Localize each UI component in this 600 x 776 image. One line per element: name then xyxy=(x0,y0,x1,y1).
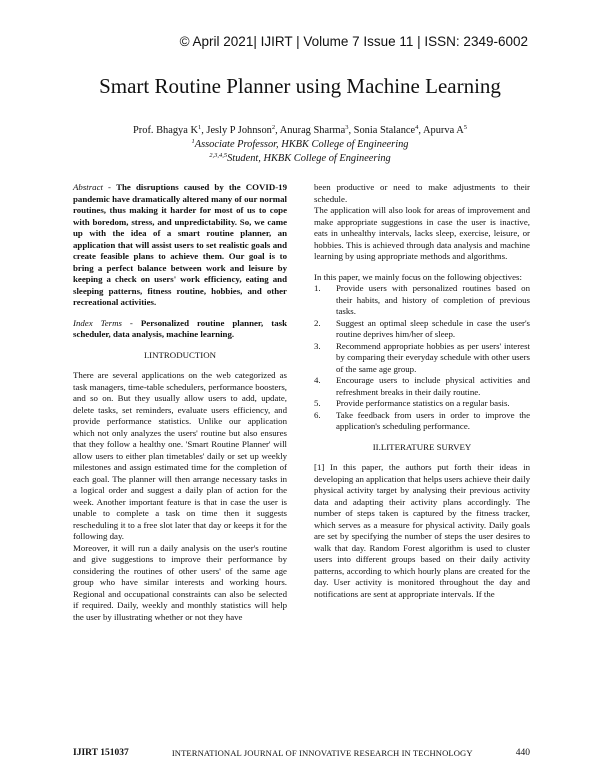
intro-paragraph-3: The application will also look for areas of improvement and make appropriate suggestions in case the user is inactive, eats in unhealthy intervals, lacks sleep, exercise, leisure, or hobbies. This is achieved through data analysis and machine learning by using appropriate methods and algorithms. xyxy=(314,205,530,261)
list-item: 1. Provide users with personalized routines based on their habits, and history of completion of previous tasks. xyxy=(314,283,530,316)
footer-journal-id: IJIRT 151037 xyxy=(73,748,129,758)
author-name: Anurag Sharma xyxy=(279,125,346,136)
intro-paragraph-4: In this paper, we mainly focus on the following objectives: xyxy=(314,271,522,282)
page-footer xyxy=(73,748,530,758)
author-name: Prof. Bhagya K xyxy=(133,125,198,136)
affiliation-2: $^{2,3,4,5}$Student, HKBK College of Engineering xyxy=(209,152,391,164)
list-item: 5. Provide performance statistics on a regular basis. xyxy=(314,398,510,408)
list-item: 2. Suggest an optimal sleep schedule in case the user's routine deprives him/her of sleep. xyxy=(314,317,530,339)
affiliation-1: $^1$Associate Professor, HKBK College of Engineering xyxy=(191,138,409,150)
journal-citation-header: © April 2021| IJIRT | Volume 7 Issue 11 | ISSN: 2349-6002 xyxy=(179,34,528,49)
author-affiliation-mark: 2 xyxy=(271,124,276,131)
intro-paragraph-2-continued: been productive or need to make adjustments to their schedule. xyxy=(314,182,530,204)
author-list: Prof. Bhagya $K^1$, Jesly P Johnson$^2$, Anurag Sharma$^3$, Sonia Stalance$^4$, Apurva $A^5$ xyxy=(133,124,467,136)
author-name: Jesly P Johnson xyxy=(206,125,272,136)
footer-journal-name: INTERNATIONAL JOURNAL OF INNOVATIVE RESEARCH IN TECHNOLOGY xyxy=(171,748,473,758)
index-terms: Index Terms - Personalized routine planner, task scheduler, data analysis, machine learning. xyxy=(73,317,287,339)
page-number: 440 xyxy=(515,748,530,758)
list-item: 4. Encourage users to include physical activities and refreshment breaks in their daily routine. xyxy=(314,375,530,397)
abstract: Abstract - The disruptions caused by the COVID-19 pandemic have dramatically altered many of our normal routines, thus making it harder for most of us to cope with boredom, stress, and unpredictability. So, we came up with the idea of a smart routine planner, an application that will assist users to set realistic goals and create feasible plans to achieve them. Our goal is to bring a perfect balance between work and leisure by keeping a check on users' work efficiency, eating and sleeping patterns, fitness routine, hobbies, and other recreational activities. xyxy=(73,182,288,307)
author-affiliation-mark: 1 xyxy=(197,124,202,131)
list-item: 3. Recommend appropriate hobbies as per users' interest by comparing their everyday schedule with other users of the same age group. xyxy=(314,340,530,374)
section-heading-introduction: I.INTRODUCTION xyxy=(144,349,216,360)
objectives-list xyxy=(314,283,530,433)
paper-title: Smart Routine Planner using Machine Learning xyxy=(99,74,501,98)
right-column xyxy=(314,182,530,600)
list-item: 6. Take feedback from users in order to improve the application's scheduling performance. xyxy=(314,409,530,431)
left-column xyxy=(73,182,287,623)
section-heading-literature-survey: II.LITERATURE SURVEY xyxy=(372,441,472,452)
author-name: Sonia Stalance xyxy=(353,125,416,136)
survey-paragraph-1: [1] In this paper, the authors put forth their ideas in developing an application that helps users achieve their daily physical activity target by analysing their previous activity data and adapting their activity plans accordingly. The number of steps taken is captured by the fitness tracker, which serves as a measure for physical activity. Daily goals are set by specifying the number of steps the user desires to walk that day. Random Forest algorithm is used to cluster users into different groups based on their daily activity patterns, according to which hourly plans are created for the day. User activity is monitored throughout the day and notifications are sent at appropriate intervals. If the xyxy=(314,462,530,599)
intro-paragraph-2: Moreover, it will run a daily analysis on the user's routine and give suggestions to improve their performance by considering the routines of other users' of the same age group who have similar interests and working hours. Regional and occupational constraints can also be selected if required. Daily, weekly and monthly statistics will help the user by illustrating whether or not they have xyxy=(73,542,287,622)
author-affiliation-mark: 3 xyxy=(345,124,349,131)
intro-paragraph-1: There are several applications on the web categorized as task managers, time-table schedulers, performance boosters, and so on. But they usually allow users to add, update, delete tasks, set reminders, evaluate users efficiency, and provide performance statistics. Unlike our application which not only analyzes the users' routine but also ensures that they follow a healthy one. 'Smart Routine Planner' will allow users to either plan timetables' daily or set up weekly milestones and assign estimated time for the completion of each goal. The planner will then arrange necessary tasks in a logical order and suggest a daily plan of action for the week. Another important feature is that in case the user is unable to complete a task on time then it suggests rescheduling it to a free slot later that day or keeps it for the following day. xyxy=(73,370,287,541)
author-name: Apurva A xyxy=(423,125,464,136)
author-affiliation-mark: 4 xyxy=(415,124,419,131)
author-affiliation-mark: 5 xyxy=(463,124,467,131)
author-block xyxy=(0,124,600,166)
